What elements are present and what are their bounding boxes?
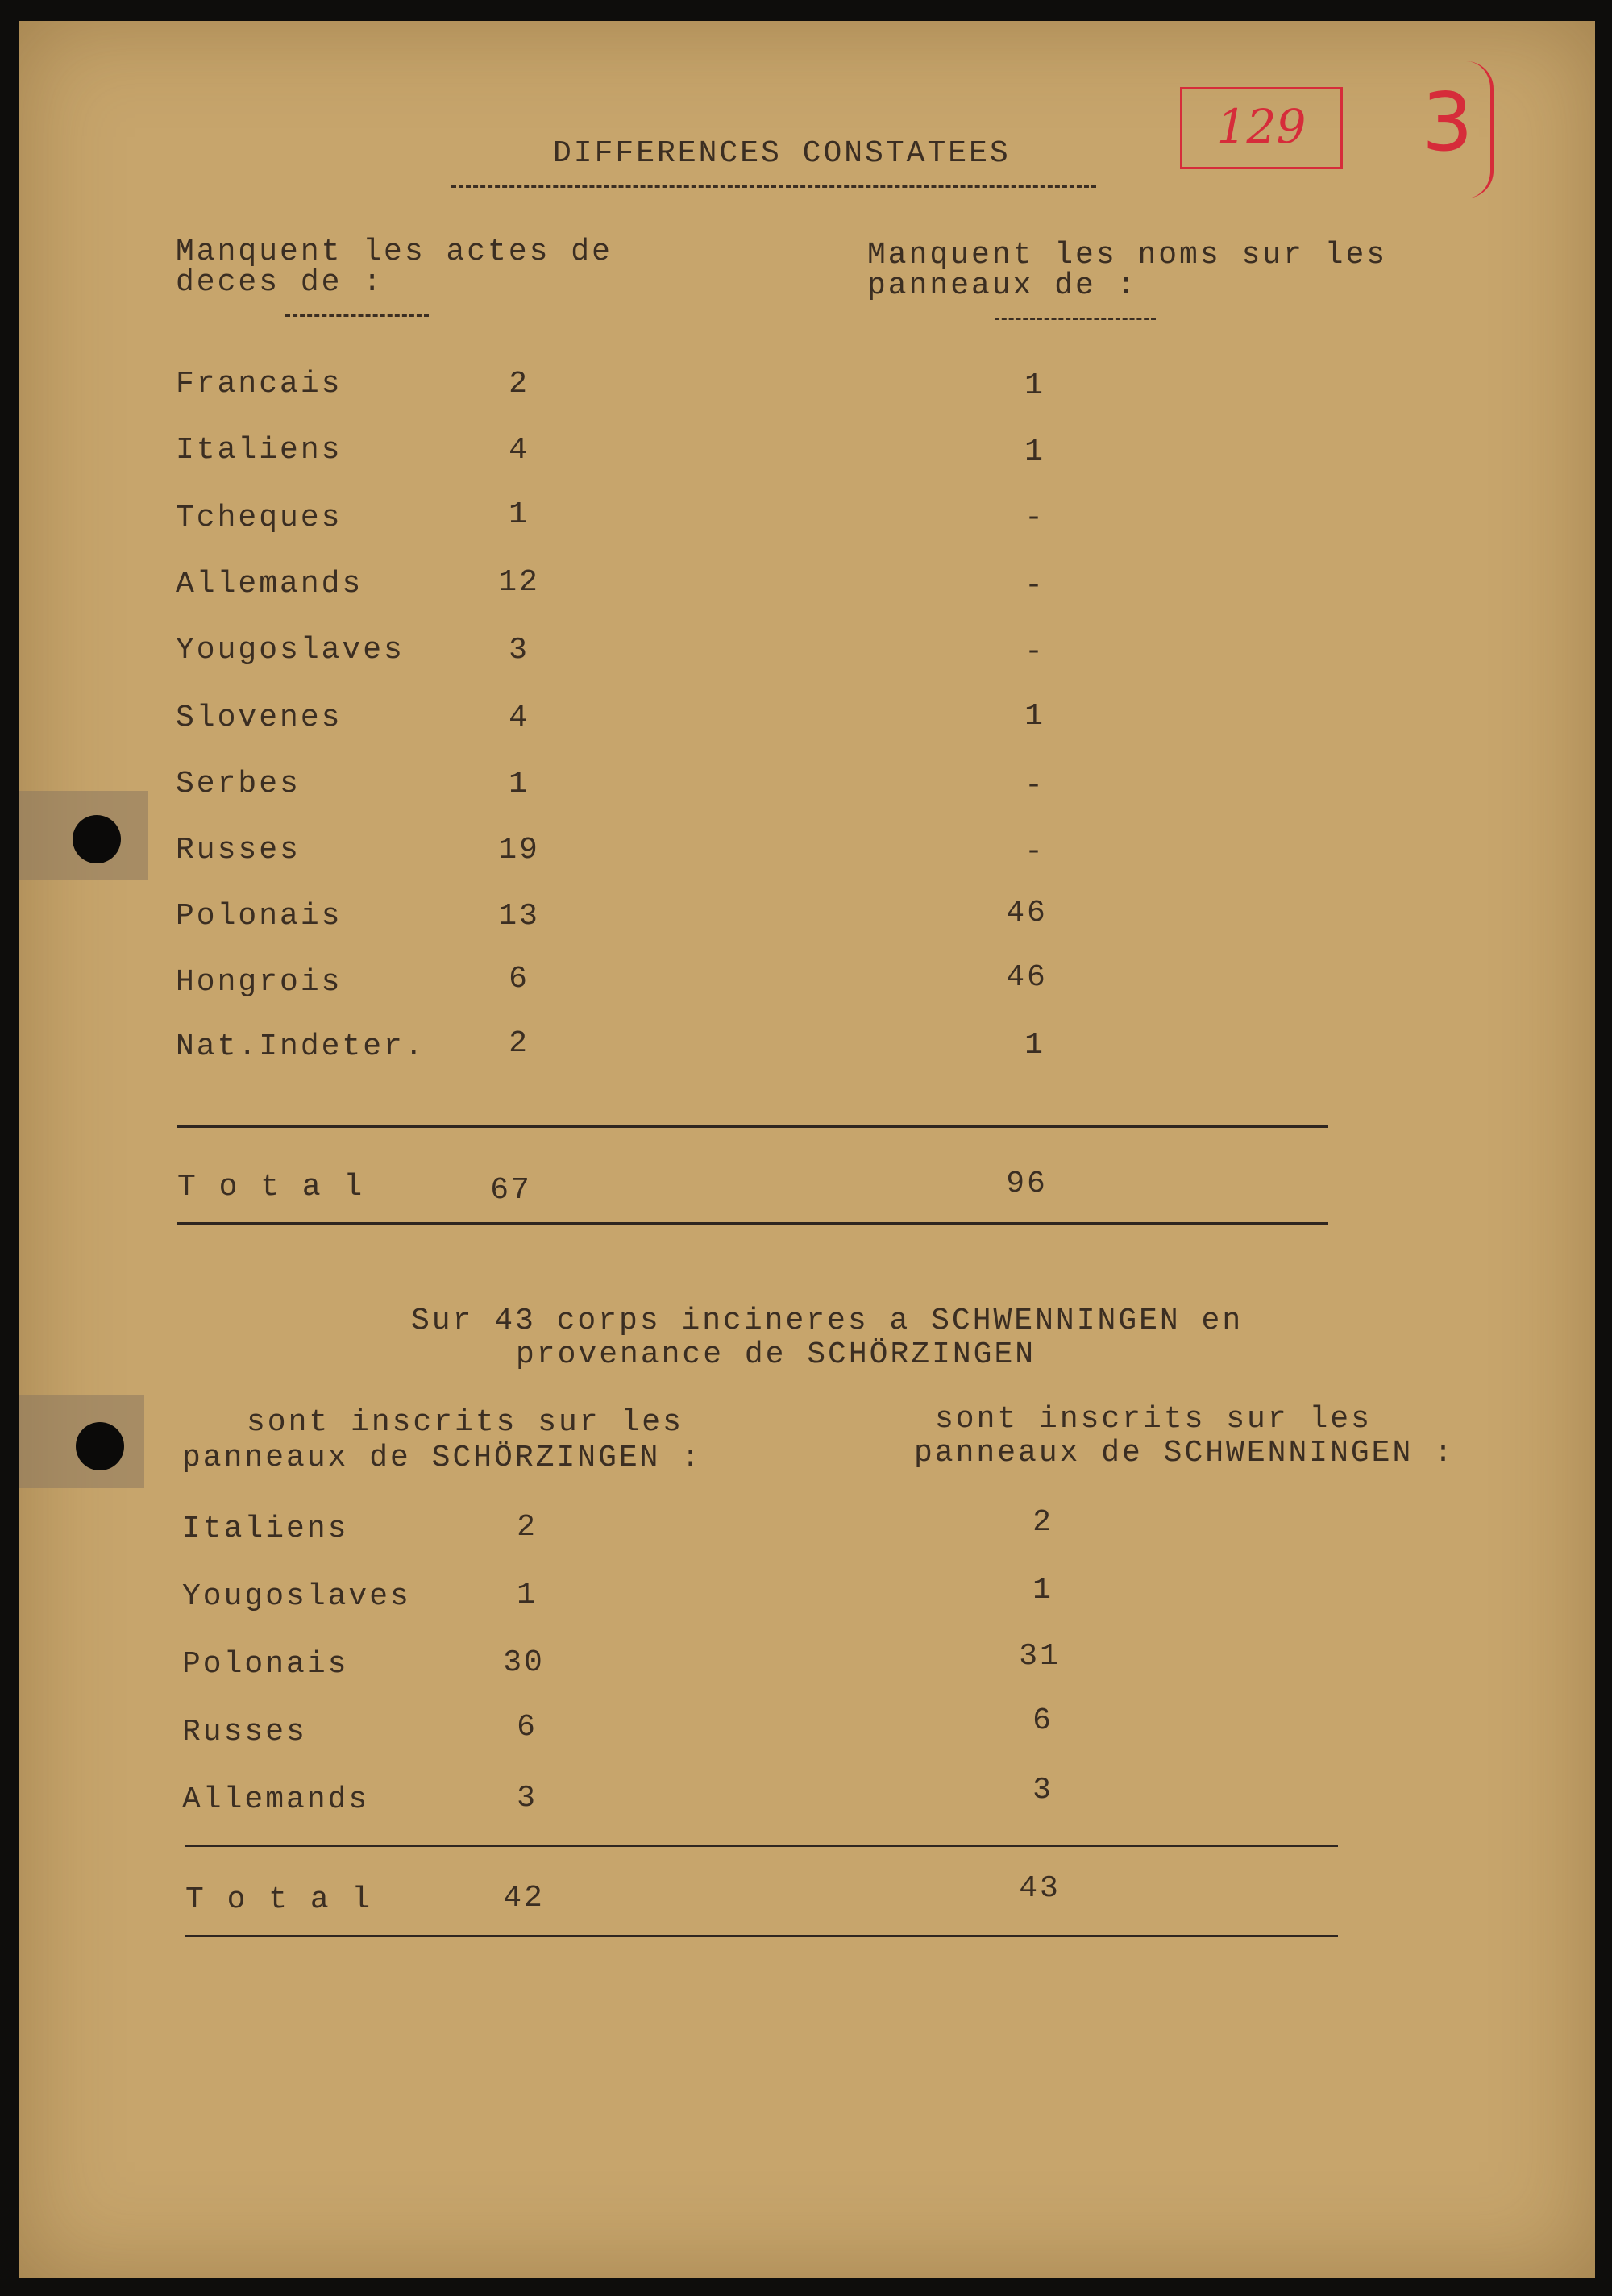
s1-right-header-line1: Manquent les noms sur les <box>867 238 1388 272</box>
s1-row-value-b: 1 <box>1024 435 1045 469</box>
s2-right-header-line1: sont inscrits sur les <box>935 1402 1372 1437</box>
s1-left-header-line1: Manquent les actes de <box>176 235 613 269</box>
s1-row-value-b: 46 <box>1006 896 1048 930</box>
s1-row-label: Francais <box>176 367 343 401</box>
s1-total-label: T o t a l <box>177 1170 365 1204</box>
s1-row-label: Nat.Indeter. <box>176 1029 426 1064</box>
s2-right-header-line2: panneaux de SCHWENNINGEN : <box>914 1436 1455 1470</box>
s2-row-value-b: 6 <box>1032 1703 1053 1738</box>
punch-hole-upper <box>73 815 121 863</box>
s1-row-value-b: - <box>1024 568 1045 603</box>
s2-row-label: Polonais <box>182 1647 349 1682</box>
s1-row-label: Slovenes <box>176 701 343 735</box>
s1-row-value-a: 2 <box>509 367 530 401</box>
s1-row-value-a: 6 <box>509 962 530 996</box>
s1-total-a: 67 <box>490 1173 532 1208</box>
punch-hole-lower <box>76 1422 124 1470</box>
s1-total-rule-bottom <box>177 1222 1328 1225</box>
s1-row-value-a: 2 <box>509 1026 530 1061</box>
page-title: DIFFERENCES CONSTATEES <box>553 136 1011 171</box>
s2-total-rule-top <box>185 1845 1338 1847</box>
s1-row-value-a: 19 <box>498 833 540 867</box>
s2-row-value-a: 2 <box>517 1510 538 1545</box>
s2-row-value-b: 2 <box>1032 1505 1053 1540</box>
s2-row-label: Yougoslaves <box>182 1579 411 1614</box>
s1-row-value-a: 1 <box>509 497 530 532</box>
s2-intro-line2: provenance de SCHÖRZINGEN <box>516 1337 1037 1372</box>
s1-total-rule-top <box>177 1125 1328 1128</box>
document-page <box>19 21 1595 2278</box>
s1-right-header-line2: panneaux de : <box>867 268 1138 303</box>
s2-total-a: 42 <box>503 1881 545 1915</box>
s1-row-value-b: 1 <box>1024 368 1045 403</box>
s1-row-value-b: - <box>1024 834 1045 869</box>
s1-row-value-a: 13 <box>498 899 540 934</box>
s1-row-value-b: 1 <box>1024 699 1045 734</box>
s1-row-value-a: 1 <box>509 767 530 801</box>
s1-row-label: Yougoslaves <box>176 633 405 668</box>
s1-total-b: 96 <box>1006 1167 1048 1201</box>
s1-row-label: Allemands <box>176 567 364 601</box>
s1-row-value-a: 4 <box>509 433 530 468</box>
s1-row-label: Tcheques <box>176 501 343 535</box>
s1-row-label: Russes <box>176 833 301 867</box>
s2-row-label: Russes <box>182 1715 307 1749</box>
s1-row-label: Serbes <box>176 767 301 801</box>
s2-total-rule-bottom <box>185 1935 1338 1937</box>
s1-left-header-underline <box>285 314 429 317</box>
s2-row-value-a: 3 <box>517 1781 538 1816</box>
s1-left-header-line2: deces de : <box>176 265 384 300</box>
s2-row-label: Italiens <box>182 1512 349 1546</box>
s2-left-header-line1: sont inscrits sur les <box>247 1405 683 1440</box>
s1-row-label: Italiens <box>176 433 343 468</box>
s2-left-header-line2: panneaux de SCHÖRZINGEN : <box>182 1441 703 1475</box>
s1-row-value-a: 12 <box>498 565 540 600</box>
s2-intro-line1: Sur 43 corps incineres a SCHWENNINGEN en <box>411 1304 1244 1338</box>
s1-row-value-b: - <box>1024 501 1045 535</box>
s1-row-value-a: 4 <box>509 701 530 735</box>
s1-row-value-b: - <box>1024 768 1045 803</box>
folio-number: 129 <box>1216 99 1307 154</box>
s2-row-value-b: 3 <box>1032 1773 1053 1807</box>
s2-total-b: 43 <box>1019 1871 1061 1906</box>
s2-row-value-b: 1 <box>1032 1573 1053 1608</box>
s2-total-label: T o t a l <box>185 1882 373 1917</box>
s1-right-header-underline <box>995 318 1156 320</box>
folio-mark: 3 <box>1422 75 1473 169</box>
s1-row-label: Hongrois <box>176 965 343 1000</box>
s2-row-value-a: 1 <box>517 1578 538 1612</box>
s1-row-value-b: - <box>1024 634 1045 669</box>
s2-row-value-a: 30 <box>503 1645 545 1680</box>
title-underline <box>451 185 1096 188</box>
s2-row-value-a: 6 <box>517 1710 538 1745</box>
s1-row-value-a: 3 <box>509 633 530 668</box>
folio-bracket <box>1466 61 1494 198</box>
s1-row-value-b: 46 <box>1006 960 1048 995</box>
s2-row-label: Allemands <box>182 1782 370 1817</box>
folio-stamp <box>1180 87 1343 169</box>
s1-row-label: Polonais <box>176 899 343 934</box>
s2-row-value-b: 31 <box>1019 1639 1061 1674</box>
s1-row-value-b: 1 <box>1024 1028 1045 1063</box>
